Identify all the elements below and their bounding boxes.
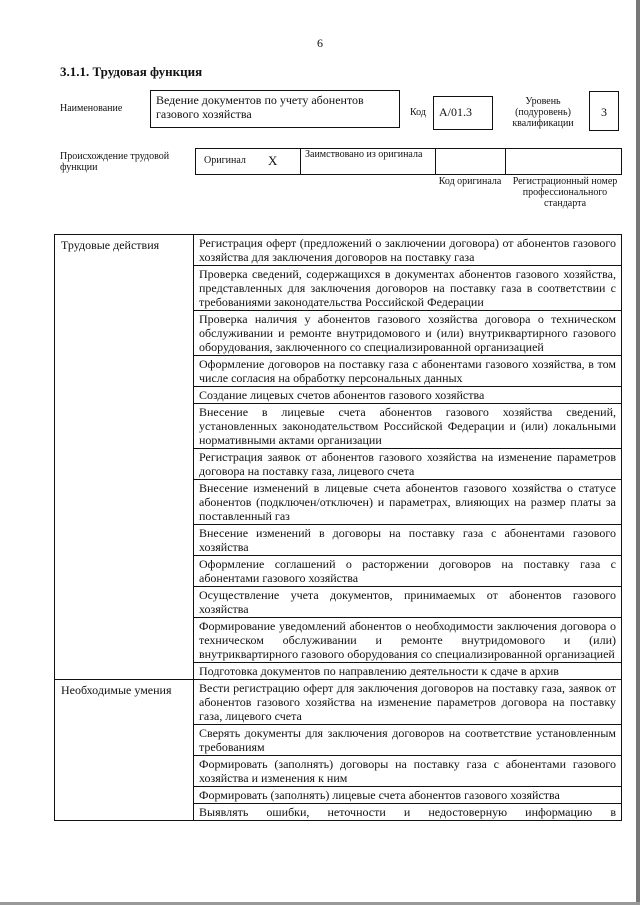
table-cell: Сверять документы для заключения договоров на соответствие установленным требованиям xyxy=(194,725,622,756)
page-number: 6 xyxy=(317,36,323,50)
table-cell: Проверка сведений, содержащихся в документах абонентов газового хозяйства, представленных для заключения договоров на поставку газа в соответствии с требованиями законодательства Российской Федерации xyxy=(194,266,622,311)
original-mark: X xyxy=(268,153,278,168)
level-box xyxy=(589,91,619,131)
table-cell: Формирование уведомлений абонентов о необходимости заключения договора о техническом обслуживании и ремонте внутридомового и (или) внутриквартирного газового оборудования со специализированной организацией xyxy=(194,618,622,663)
functions-table xyxy=(54,234,622,821)
table-cell: Осуществление учета документов, принимаемых от абонентов газового хозяйства xyxy=(194,587,622,618)
level-label: Уровень (подуровень) квалификации xyxy=(512,96,574,129)
origin-divider-1 xyxy=(300,148,301,175)
table-cell: Внесение изменений в договоры на поставку газа с абонентами газового хозяйства xyxy=(194,525,622,556)
original-label: Оригинал xyxy=(204,155,246,166)
table-cell: Подготовка документов по направлению деятельности к сдаче в архив xyxy=(194,663,622,680)
section-title: 3.1.1. Трудовая функция xyxy=(60,64,203,79)
table-cell: Проверка наличия у абонентов газового хозяйства договора о техническом обслуживании и ремонте внутридомового и (или) внутриквартирного газового оборудования, заключенного со специализированной организацией xyxy=(194,311,622,356)
function-name-box xyxy=(150,90,400,128)
function-name-value: Ведение документов по учету абонентов газового хозяйства xyxy=(156,93,364,121)
level-value: 3 xyxy=(601,105,607,119)
table-cell: Регистрация оферт (предложений о заключении договора) от абонентов газового хозяйства для заключения договоров на поставку газа xyxy=(194,235,622,266)
code-value: A/01.3 xyxy=(439,105,472,119)
origin-divider-2 xyxy=(435,148,436,175)
table-cell: Внесение в лицевые счета абонентов газового хозяйства сведений, установленных законодательством Российской Федерации и (или) локальными нормативными актами организации xyxy=(194,404,622,449)
reg-number-caption: Регистрационный номер профессионального стандарта xyxy=(512,176,618,209)
scan-edge-right xyxy=(636,0,640,905)
table-cell: Вести регистрацию оферт для заключения договоров на поставку газа, заявок от абонентов газового хозяйства на изменение параметров договора на поставку газа, лицевого счета xyxy=(194,680,622,725)
origin-divider-3 xyxy=(505,148,506,175)
table-cell: Регистрация заявок от абонентов газового хозяйства на изменение параметров договора на поставку газа, лицевого счета xyxy=(194,449,622,480)
section-title-actions: Трудовые действия xyxy=(55,235,194,680)
table-cell: Выявлять ошибки, неточности и недостоверную информацию в xyxy=(194,804,622,821)
borrowed-label: Заимствовано из оригинала xyxy=(305,149,423,160)
table-row xyxy=(55,680,622,725)
table-cell: Формировать (заполнять) договоры на поставку газа с абонентами газового хозяйства и изменения к ним xyxy=(194,756,622,787)
section-title-skills: Необходимые умения xyxy=(55,680,194,821)
name-label: Наименование xyxy=(60,103,123,114)
table-row xyxy=(55,235,622,266)
origin-label: Происхождение трудовой функции xyxy=(60,151,170,173)
code-label: Код xyxy=(410,107,426,118)
table-cell: Формировать (заполнять) лицевые счета абонентов газового хозяйства xyxy=(194,787,622,804)
code-box xyxy=(433,96,493,130)
code-original-caption: Код оригинала xyxy=(438,176,502,187)
table-cell: Оформление соглашений о расторжении договоров на поставку газа с абонентами газового хозяйства xyxy=(194,556,622,587)
table-cell: Создание лицевых счетов абонентов газового хозяйства xyxy=(194,387,622,404)
table-cell: Внесение изменений в лицевые счета абонентов газового хозяйства о статусе абонентов (подключен/отключен) и параметрах, влияющих на размер платы за поставленный газ xyxy=(194,480,622,525)
table-cell: Оформление договоров на поставку газа с абонентами газового хозяйства, в том числе согласия на обработку персональных данных xyxy=(194,356,622,387)
